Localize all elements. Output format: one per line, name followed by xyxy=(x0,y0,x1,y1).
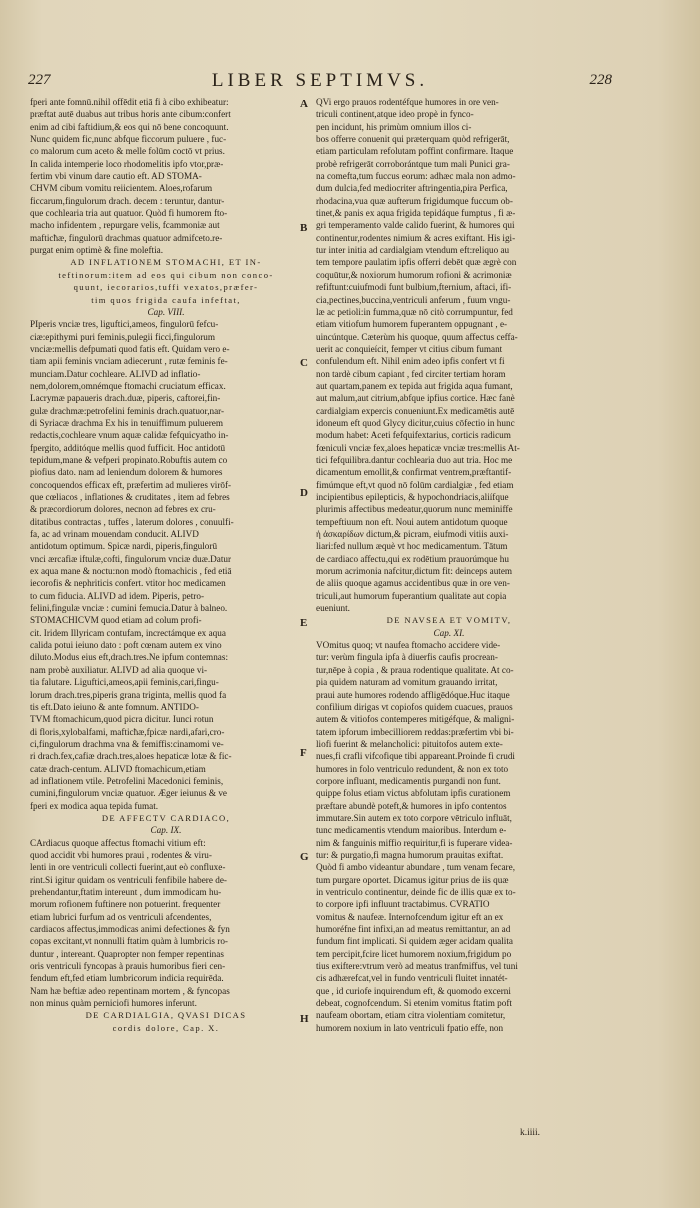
text-line: fperi ex modica aqua tepida fumat. xyxy=(30,800,159,811)
text-line: lenti in ore ventriculi collecti fuerint,aut eò confluxe- xyxy=(30,862,226,873)
text-line: morum rofionem fuftinere non potuerint. frequenter xyxy=(30,899,221,910)
text-line: fendum eft,fed etiam lumbricorum indicia requirēda. xyxy=(30,973,224,984)
text-line: cardialgiam expercis conueniunt.Ex medicamētis autē xyxy=(316,405,515,416)
text-line: præftare abundè poteft,& humores in ipfo contentos xyxy=(316,800,507,811)
text-line: fœniculi vnciæ fex,aloes hepaticæ vnciæ tres:mellis At- xyxy=(316,442,520,453)
text-line: Nunc quidem fic,nunc abfque ficcorum puluere , fuc- xyxy=(30,134,227,145)
text-line: vnci ærcafiæ iftulæ,cofti, fingulorum vnciæ duæ.Datur xyxy=(30,553,232,564)
text-line: idoneum eft quod Glycy dicitur,cuius cōfectio in hunc xyxy=(316,417,515,428)
section-heading: DE CARDIALGIA, QVASI DICAS xyxy=(85,1010,247,1021)
text-line: tepidum,mane & vefperi propinato.Robuftis autem co xyxy=(30,454,228,465)
text-line: eueniunt. xyxy=(316,603,350,614)
margin-letter-e: E xyxy=(300,617,308,629)
text-line: redactis,cochleare vnum aquæ calidæ fefquicyatho in- xyxy=(30,430,229,441)
chapter-number: Cap. IX. xyxy=(150,825,182,836)
text-line: di Syriacæ drachma Ex his in tenuiffimum puluerem xyxy=(30,417,223,428)
text-line: co malorum cum aceto & melle folūm coctō vt prius. xyxy=(30,146,225,157)
text-line: fperi ante fomnū.nihil offēdit etiā fi à cibo exhibeatur: xyxy=(30,97,229,107)
text-line: fertim vbi vinum dare cautio eft. AD STOMA- xyxy=(30,171,202,182)
text-line: probè refrigerāt corroborántque tum mali Punici gra- xyxy=(316,158,510,169)
page-header xyxy=(28,70,612,94)
text-line: duntur , intereant. Quapropter non femper repentinas xyxy=(30,948,224,959)
text-line: etiam vitiofum humorem fuperantem oppugnant , e- xyxy=(316,319,508,330)
text-line: immutare.Sin autem ex toto corpore vētriculo influāt, xyxy=(316,812,512,823)
margin-letter-g: G xyxy=(300,851,309,863)
text-line: nam probè auxiliatur. ALIVD ad alia quoque vi- xyxy=(30,664,208,675)
text-line: humoréfne fint infixi,an ad meatus remittantur, an ad xyxy=(316,924,511,935)
text-line: humorem noxium in lato ventriculi fpatio effe, non xyxy=(316,1022,504,1033)
text-line: tur,nēpe à copia , & praua rodentique qualitate. At co- xyxy=(316,664,514,675)
text-line: ex aqua mane & noctu:non modò ftomachicis , fed etiā xyxy=(30,566,232,577)
text-line: diluto.Modus eius eft,drach.tres.Ne ipfum contemnas: xyxy=(30,652,228,663)
text-line: fimúmque eft,vt quod nō folūm cardialgiæ , fed etiam xyxy=(316,479,514,490)
page-number-right: 228 xyxy=(589,72,612,88)
text-line: cia,pectines,buccina,ventriculi anferum , fuum vngu- xyxy=(316,294,511,305)
text-line: rhodacina,vua quæ aufterum frigidumque fuccum ob- xyxy=(316,195,513,206)
chapter-number: Cap. VIII. xyxy=(147,306,185,317)
text-line: praui aute humores rodendo affligēdóque.Huc itaque xyxy=(316,689,510,700)
text-line: QVi ergo prauos rodentéfque humores in ore ven- xyxy=(316,97,499,107)
text-line: que , id curiofe inquirendum eft, & quomodo excerni xyxy=(316,985,511,996)
text-line: liofi fuerint & melancholici: pituitofos autem exte- xyxy=(316,738,503,749)
text-line: ri drach.fex,cafiæ drach.tres,aloes hepaticæ lotæ & fic- xyxy=(30,751,232,762)
text-line: præftat autē duabus aut tribus horis ante cibum:confert xyxy=(30,109,231,120)
text-line: tatem ipforum imbecilliorem reddas:præfertim vbi bi- xyxy=(316,726,514,737)
section-heading: AD INFLATIONEM STOMACHI, ET IN- xyxy=(70,257,262,268)
text-line: concoquendos efficax eft, præfertim ad mulieres virōf- xyxy=(30,479,232,490)
text-line: ciæ:epithymi puri feminis,pulegii ficci,fingulorum xyxy=(30,331,215,342)
text-line: VOmitus quoq; vt naufea ftomacho accidere vide- xyxy=(316,640,501,651)
text-line: humores in folo ventriculo redundent, & non ex toto xyxy=(316,763,509,774)
text-line: catæ drach-centum. ALIVD ftomachicum,etiam xyxy=(30,763,206,774)
text-line: cumini,fingulorum vnciæ quatuor. Æger ieiunus & ve xyxy=(30,788,227,799)
margin-letter-d: D xyxy=(300,487,308,499)
text-line: prehendantur,ftatim intereunt , dum immodicam hu- xyxy=(30,887,222,897)
text-line: vomitus & naufeæ. Internofcendum igitur eft an ex xyxy=(316,911,504,922)
text-line: de cardiaco affectu,qui ex rodētium prauorúmque hu xyxy=(316,553,509,564)
text-line: antidotum optimum. Spicæ nardi, piperis,fingulorū xyxy=(30,541,218,552)
text-line: pen incidunt, his primùm omnium illos ci- xyxy=(316,121,472,132)
text-line: in ventriculo continentur, deinde fic de illis quæ ex to- xyxy=(316,887,516,897)
text-line: confilium dirigas vt copiofos quidem cuacues, prauos xyxy=(316,701,513,712)
section-heading: tim quos frigida caufa infeftat, xyxy=(91,294,241,305)
page-number-left: 227 xyxy=(28,72,51,88)
text-line: nem,dolorem,omnémque ftomachi cruciatum efficax. xyxy=(30,380,226,391)
text-line: PIperis vnciæ tres, liguftici,ameos, fingulorū fefcu- xyxy=(30,319,219,330)
text-line: ci,fingulorum drachma vna & femiffis:cinamomi ve- xyxy=(30,738,224,749)
text-line: TVM ftomachicum,quod picra dicitur. Iunci rotun xyxy=(30,714,214,725)
text-line: ditatibus contractas , tuffes , laterum dolores , conuulfi- xyxy=(30,516,234,527)
text-line: tius exiftere:vtrum verò ad meatus tranfmiffus, vel tuni xyxy=(316,961,518,972)
text-line: coquūtur,& noxiorum humorum rofioni & acrimoniæ xyxy=(316,269,512,280)
text-line: confulendum eft. Nihil enim adeo ipfis confert vt fi xyxy=(316,356,505,367)
text-line: tur: verùm fingula ipfa à diuerfis caufis procrean- xyxy=(316,652,498,663)
text-line: triculi,aut humorum fuperantium qualitate aut copia xyxy=(316,590,507,601)
right-column xyxy=(316,96,582,1136)
text-line: dum dulcia,fed mediocriter aftringentia,pira Perfica, xyxy=(316,183,508,194)
text-line: & præcordiorum dolores, necnon ad febres ex cru- xyxy=(30,504,216,515)
text-line: aut malum,aut citrium,abfque ipfius cortice. Hæc fanè xyxy=(316,393,515,404)
running-title: LIBER SEPTIMVS. xyxy=(211,70,429,91)
text-line: aut quartam,panem ex tepida aut frigida aqua fumant, xyxy=(316,380,513,391)
text-line: que cœliacos , inflationes & cruditates , item ad febres xyxy=(30,492,230,502)
section-heading: cordis dolore, Cap. X. xyxy=(112,1022,220,1033)
text-line: etiam lubrici furfum ad os ventriculi afcendentes, xyxy=(30,911,212,922)
margin-letter-c: C xyxy=(300,357,308,369)
text-line: Quòd fi ambo videantur abundare , tum venam fecare, xyxy=(316,862,515,873)
text-line: continentur,rodentes nimium & acres exiftant. His igi- xyxy=(316,232,516,243)
text-line: tem tempore paulatim ipfis offerri debēt quæ ægrè con xyxy=(316,257,517,268)
text-line: felini,fingulæ vnciæ : cumini femucia.Datur à balneo. xyxy=(30,603,228,614)
section-heading: quunt, iecorarios,tuffi vexatos,præfer- xyxy=(73,282,259,293)
text-line: copas excitant,vt nonnulli ftatim quàm à lumbricis ro- xyxy=(30,936,228,947)
text-line: non minus quàm perniciofi humores inferunt. xyxy=(30,998,197,1009)
section-heading: DE AFFECTV CARDIACO, xyxy=(101,812,231,823)
text-line: incipientibus epilepticis, & hypochondriacis,aliífque xyxy=(316,492,509,502)
chapter-number: Cap. XI. xyxy=(433,627,465,638)
text-line: to cum fiducia. ALIVD ad idem. Piperis, petro- xyxy=(30,590,205,601)
text-line: læ ac petioli:in fumma,quæ nō citò corrumpuntur, fed xyxy=(316,306,513,317)
text-line: cardiacos affectus,immodicas animi defectiones & fyn xyxy=(30,924,230,935)
text-line: ad inflationem vtile. Petrofelini Macedonici feminis, xyxy=(30,775,224,786)
text-line: cit. Iridem Illyricam contufam, increctámque ex aqua xyxy=(30,627,226,638)
text-line: autem & vitiofos contemperes mitigéfque, & maligni- xyxy=(316,714,515,725)
text-line: ἡ ἀσκαρίδων dictum,& picram, eiufmodi vitiis auxi- xyxy=(316,529,509,540)
text-line: tur inter initia ad cardialgiam vtendum eft:reliquo au xyxy=(316,245,510,256)
text-line: tia falutare. Liguftici,ameos,apii feminis,cari,fingu- xyxy=(30,677,219,688)
text-line: modum habet: Aceti fefquifextarius, corticis radicum xyxy=(316,430,511,441)
text-line: fa, ac ad vrinam mouendam conducit. ALIVD xyxy=(30,529,199,540)
text-line: non tardè cibum capiant , fed circiter tertiam horam xyxy=(316,368,506,379)
text-line: dicamentum emollit,& confirmat ventrem,præftantif- xyxy=(316,467,512,478)
section-heading: teftinorum:item ad eos qui cibum non conco- xyxy=(58,269,274,280)
text-line: gulæ drachmæ:petrofelini feminis drach.quatuor,nar- xyxy=(30,405,225,416)
text-line: gri temperamento valde calido fuerint, & humores qui xyxy=(316,220,515,231)
text-line: tis eft.Dato ieiuno & ante fomnum. ANTIDO- xyxy=(30,701,199,712)
text-line: mafticħæ, fingulorū drachmas quatuor admifceto.re- xyxy=(30,232,223,243)
text-line: enim ad cibi faftidium,& eos qui nō bene concoquunt. xyxy=(30,121,229,132)
text-line: lorum drach.tres,piperis grana triginta, mellis quod fa xyxy=(30,689,227,700)
text-line: morum acrimonia nafcitur,dictum fit: deinceps autem xyxy=(316,566,513,577)
text-line: nim & fanguinis miffio requiritur,fi is fuperare videa- xyxy=(316,837,513,848)
text-line: cis adhærefcat,vel in fundo ventriculi fluitet innatét- xyxy=(316,973,508,984)
text-line: munciam.Datur cochleare. ALIVD ad inflatio- xyxy=(30,368,201,379)
text-line: di floris,xylobalfami, mafticħæ,fpicæ nardi,afari,cro- xyxy=(30,726,225,737)
text-line: Lacrymæ papaueris drach.duæ, piperis, caftorei,fin- xyxy=(30,393,221,404)
text-line: ficcarum,fingulorum drach. decem : teruntur, dantur- xyxy=(30,195,225,206)
text-line: uincúntque. Cæterùm his quoque, quum affectus ceffa- xyxy=(316,331,518,342)
text-line: pia quidem naturam ad vomitum grauando irritat, xyxy=(316,677,498,688)
catchword: k.iiii. xyxy=(520,1128,541,1138)
text-line: Nam hæ beftiæ adeo repentinam mortem , & fyncopas xyxy=(30,985,230,996)
text-line: plurimis affectibus medeatur,quorum nunc meminiffe xyxy=(316,504,513,515)
left-column xyxy=(30,96,302,1136)
text-line: calida potui ieiuno dato : poft cœnam autem ex vino xyxy=(30,640,222,651)
margin-letter-h: H xyxy=(300,1013,309,1025)
text-line: tum purgare oportet. Dicamus igitur prius de iis quæ xyxy=(316,874,509,885)
text-line: triculi continent,atque ideo propè in fynco- xyxy=(316,109,474,120)
text-line: oris ventriculi fyncopas à prauis humoribus fieri cen- xyxy=(30,961,226,972)
text-line: tiam apii feminis vnciam adiecerunt , rutæ feminis fe- xyxy=(30,356,228,367)
text-line: de aliis quoque agamus accidentibus quæ in ore ven- xyxy=(316,578,510,589)
section-heading: DE NAVSEA ET VOMITV, xyxy=(386,615,512,626)
text-line: debeat, cognofcendum. Si etenim vomitus ftatim poft xyxy=(316,998,512,1009)
text-line: CArdiacus quoque affectus ftomachi vitium eft: xyxy=(30,837,206,848)
text-line: tur: & purgatio,fi magna humorum prauitas exiftat. xyxy=(316,849,504,860)
text-line: que cochlearia tria aut quatuor. Quòd fi humorem fto- xyxy=(30,208,228,219)
text-line: refiftunt:cuiufmodi funt bulbium,fternium, aftaci, ifi- xyxy=(316,282,512,293)
margin-letter-f: F xyxy=(300,747,307,759)
text-line: iecorofis & nephriticis confert. vtitor hoc medicamen xyxy=(30,578,226,589)
text-line: etiam particulam refolutam poffint confirmare. Itaque xyxy=(316,146,514,157)
text-line: corpore influant, medicamentis purgandi non funt. xyxy=(316,775,501,786)
text-line: fpergito, additóque mellis quod fufficit. Hoc antidotū xyxy=(30,442,226,453)
text-line: rint.Si igitur quidam os ventriculi fenfibile habere de- xyxy=(30,874,227,885)
text-line: liari:fed nullum æquè vt hoc medicamentum. Tātum xyxy=(316,541,508,552)
text-line: nues,fi crafli vifcofique tibi appareant.Proinde fi crudi xyxy=(316,751,515,762)
text-line: macho infidentem , repurgare velis, fcammoniæ aut xyxy=(30,220,220,231)
text-line: to corpore ipfi influunt tractabimus. CVRATIO xyxy=(316,899,490,910)
text-line: naufeam obortam, etiam citra violentiam comitetur, xyxy=(316,1010,506,1021)
text-line: uerit ac conquieícit, femper vt citius cibum fumant xyxy=(316,343,503,354)
text-line: In calida intemperie loco rhodomelitis ipfo vtor,præ- xyxy=(30,158,224,169)
text-line: purgat enim optimè & fine moleftia. xyxy=(30,245,164,256)
text-line: vnciæ:mellis defpumati quod fatis eft. Quidam vero e- xyxy=(30,343,230,354)
text-line: tici fefquilibra.dantur cochlearia duo aut tria. Hoc me xyxy=(316,454,513,465)
text-line: quippe folus etiam victus abfolutam ipfis curationem xyxy=(316,788,511,799)
text-line: bos offerre conuenit qui præterquam quòd refrigerāt, xyxy=(316,134,510,145)
text-line: CHVM cibum vomitu reiicientem. Aloes,rofarum xyxy=(30,183,213,194)
text-line: quod accidit vbi humores praui , rodentes & viru- xyxy=(30,849,212,860)
text-line: piofius dato. nam ad leniendum dolorem & humores xyxy=(30,467,223,478)
text-line: fundum fint implicati. Si quidem æger acidam qualita xyxy=(316,936,513,947)
text-line: tempeftiuum non eft. Noui autem antidotum quoque xyxy=(316,516,508,527)
text-line: STOMACHICVM quod etiam ad colum profi- xyxy=(30,615,202,626)
text-line: tunc medicamentis vtendum maioribus. Interdum e- xyxy=(316,825,507,836)
margin-letter-b: B xyxy=(300,222,308,234)
text-line: tem percipit,fcire licet humorem noxium,frigidum po xyxy=(316,948,512,959)
margin-letter-a: A xyxy=(300,98,308,110)
text-line: tinet,& panis ex aqua frigida tepidáque fumptus , fi æ- xyxy=(316,208,516,219)
text-line: na comefta,tum fuccus eorum: adhæc mala non admo- xyxy=(316,171,516,182)
